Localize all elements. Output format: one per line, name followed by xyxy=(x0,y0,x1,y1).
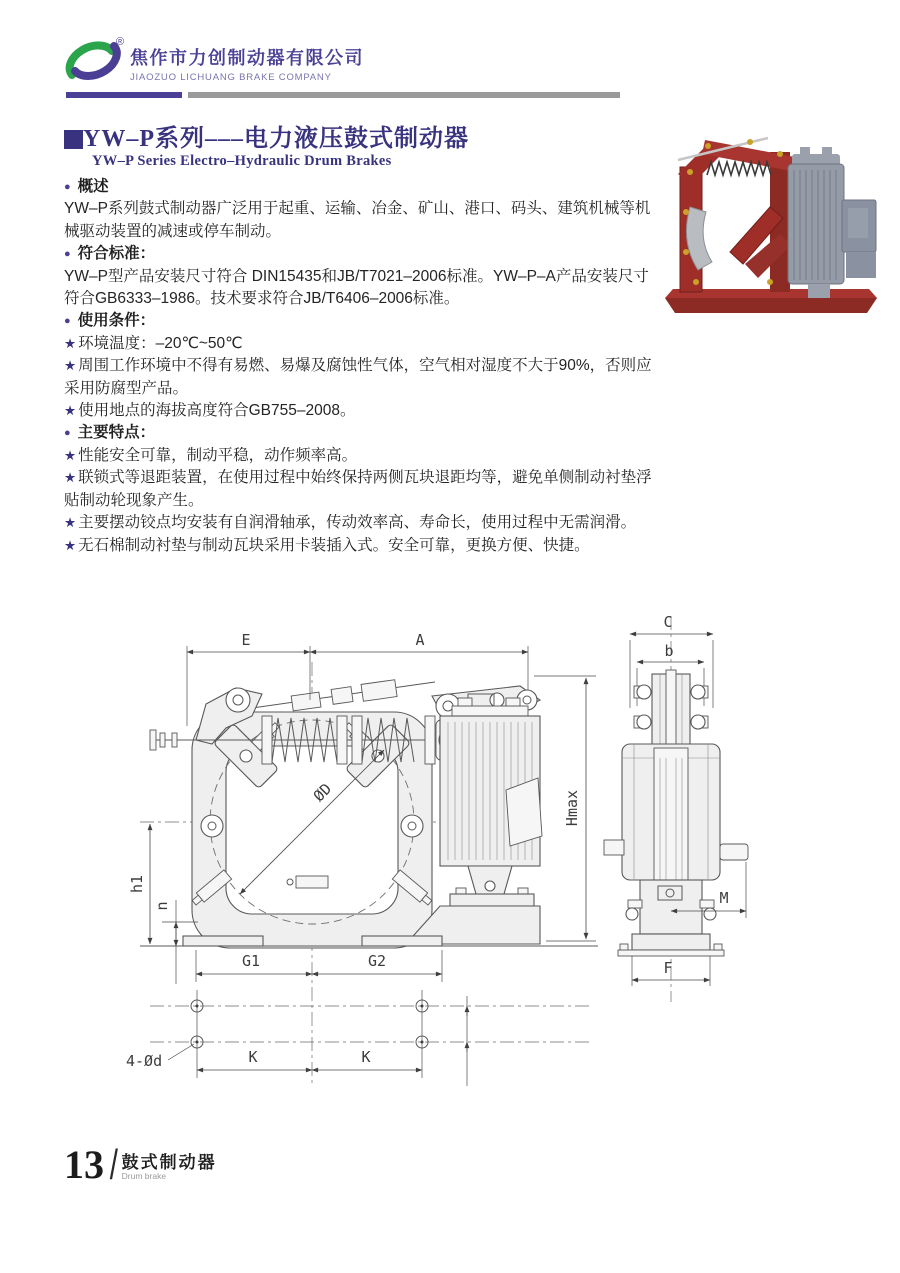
star-icon: ★ xyxy=(64,470,77,486)
dim-label-holes: 4-Ød xyxy=(126,1052,163,1070)
dim-label-n: n xyxy=(153,901,171,911)
side-base-block xyxy=(632,934,710,950)
company-name-en: JIAOZUO LICHUANG BRAKE COMPANY xyxy=(130,72,332,83)
foot-left xyxy=(183,936,263,946)
condition-text: 周围工作环境中不得有易燃、易爆及腐蚀性气体，空气相对湿度不大于90%，否则应采用防腐型产品。 xyxy=(64,357,652,397)
dim-label-h1: h1 xyxy=(128,874,146,894)
star-icon: ★ xyxy=(64,403,77,419)
condition-text: 环境温度：–20℃~50℃ xyxy=(78,334,243,352)
foot-right xyxy=(362,936,442,946)
section-heading-label: 主要特点： xyxy=(77,424,156,442)
header-rule-purple xyxy=(66,92,182,98)
registered-mark: ® xyxy=(115,36,125,48)
dim-label-C: C xyxy=(663,613,673,631)
company-logo xyxy=(62,34,128,88)
condition-text: 使用地点的海拔高度符合GB755–2008。 xyxy=(78,402,356,420)
condition-item xyxy=(64,355,662,400)
dim-label-M: M xyxy=(719,889,729,907)
side-right-pin xyxy=(720,844,748,860)
photo-cap-knob xyxy=(800,147,810,154)
star-icon: ★ xyxy=(64,515,77,531)
company-name-cn: 焦作市力创制动器有限公司 xyxy=(130,48,364,68)
section-heading-label: 概述 xyxy=(77,178,109,195)
photo-lower-box xyxy=(846,252,876,278)
dim-label-G1: G1 xyxy=(241,952,261,970)
dim-label-K-left: K xyxy=(248,1048,258,1066)
overview-text: YW–P系列鼓式制动器广泛用于起重、运输、冶金、矿山、港口、码头、建筑机械等机械驱动装置的减速或停车制动。 xyxy=(64,200,651,240)
dim-label-diameter: ØD xyxy=(309,779,336,806)
content xyxy=(64,176,662,557)
side-view xyxy=(604,613,748,1002)
footer-label-en: Drum brake xyxy=(121,1170,167,1181)
photo-stem xyxy=(808,284,830,298)
dim-label-K-right: K xyxy=(361,1048,371,1066)
dim-label-F: F xyxy=(663,959,673,977)
section-heading-label: 使用条件： xyxy=(77,312,156,330)
feature-item xyxy=(64,445,662,467)
header-rule-gray xyxy=(188,92,620,98)
condition-item xyxy=(64,333,662,355)
star-icon: ★ xyxy=(64,447,77,463)
photo-junction-panel xyxy=(848,208,868,238)
condition-item xyxy=(64,400,662,422)
mounting-holes xyxy=(191,1000,428,1048)
photo-base-plate xyxy=(665,298,877,313)
bullet-icon: ● xyxy=(64,315,71,328)
thruster-cap-front xyxy=(452,706,528,716)
feature-item xyxy=(64,467,662,512)
footer-label-cn: 鼓式制动器 xyxy=(121,1152,217,1172)
title-square-icon xyxy=(64,130,83,149)
page-footer xyxy=(64,1141,217,1189)
bullet-icon: ● xyxy=(64,180,71,193)
page-title-cn: YW–P系列–––电力液压鼓式制动器 xyxy=(83,126,469,152)
thruster-flag xyxy=(506,778,542,846)
section-heading-standards xyxy=(64,243,662,265)
feature-text: 主要摆动铰点均安装有自润滑轴承，传动效率高、寿命长，使用过程中无需润滑。 xyxy=(78,514,637,532)
star-icon: ★ xyxy=(64,537,77,553)
product-photo xyxy=(650,112,892,327)
bullet-icon: ● xyxy=(64,427,71,440)
feature-text: 联锁式等退距装置，在使用过程中始终保持两侧瓦块退距均等，避免单侧制动衬垫浮贴制动轮现象产生。 xyxy=(64,469,652,509)
feature-text: 无石棉制动衬垫与制动瓦块采用卡装插入式。安全可靠，更换方便、快捷。 xyxy=(78,536,590,554)
thruster-base xyxy=(450,894,534,906)
title-block xyxy=(64,127,469,170)
dim-label-A: A xyxy=(415,631,425,649)
footer-slash: / xyxy=(109,1141,118,1189)
feature-item xyxy=(64,535,662,557)
dim-label-G2: G2 xyxy=(367,952,387,970)
star-icon: ★ xyxy=(64,335,77,351)
section-heading-label: 符合标准： xyxy=(77,245,156,263)
dim-label-E: E xyxy=(241,631,251,649)
side-lower-bracket xyxy=(640,880,702,934)
page-title-en: YW–P Series Electro–Hydraulic Drum Brakes xyxy=(92,153,392,170)
dim-label-Hmax: Hmax xyxy=(563,789,581,827)
page-number: 13 xyxy=(64,1142,104,1187)
technical-drawing xyxy=(0,598,900,1103)
star-icon: ★ xyxy=(64,358,77,374)
section-heading-conditions xyxy=(64,310,662,332)
section-heading-overview xyxy=(64,176,662,198)
dim-label-b: b xyxy=(664,642,674,660)
feature-text: 性能安全可靠，制动平稳，动作频率高。 xyxy=(78,446,358,464)
feature-item xyxy=(64,512,662,534)
photo-cap-knob2 xyxy=(822,147,832,154)
side-left-tab xyxy=(604,840,624,855)
side-base-flange xyxy=(618,950,724,956)
bullet-icon: ● xyxy=(64,247,71,260)
section-heading-features xyxy=(64,422,662,444)
company-name-block xyxy=(130,44,364,83)
standards-text: YW–P型产品安装尺寸符合 DIN15435和JB/T7021–2006标准。YW–P–A产品安装尺寸符合GB6333–1986。技术要求符合JB/T6406–2006标准。 xyxy=(64,267,649,308)
front-view xyxy=(126,631,598,1086)
